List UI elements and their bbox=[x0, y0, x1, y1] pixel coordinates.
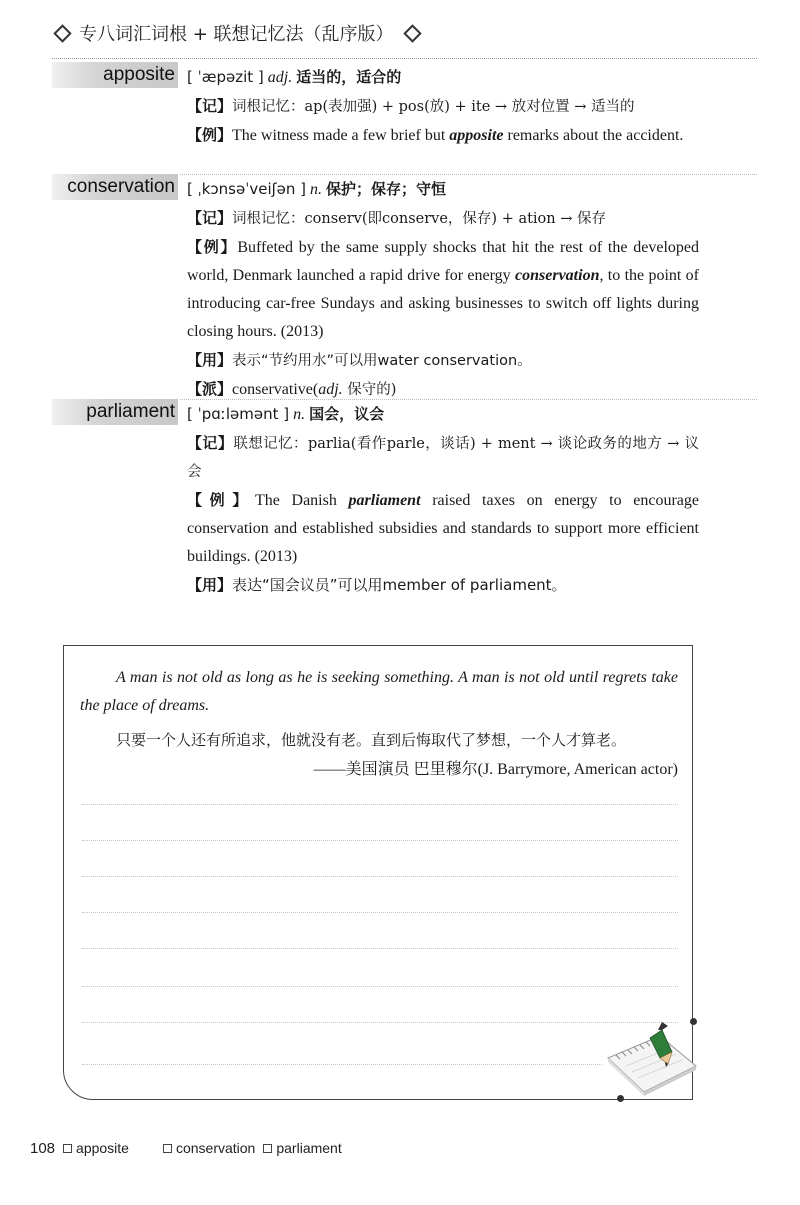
note-line bbox=[82, 1064, 602, 1065]
diamond-icon bbox=[53, 24, 71, 42]
memory-text: 词根记忆：conserv(即conserve，保存) + ation → 保存 bbox=[232, 211, 606, 227]
memory-note bbox=[187, 92, 699, 121]
usage-text: 表达“国会议员”可以用member of parliament。 bbox=[232, 576, 567, 594]
note-line bbox=[82, 948, 678, 949]
phonetic: [ ˈpɑːləmənt ] bbox=[187, 405, 290, 423]
footer-word: conservation bbox=[175, 1140, 256, 1156]
part-of-speech: n. bbox=[293, 406, 306, 423]
meaning: 保护；保存；守恒 bbox=[326, 180, 447, 198]
derivative-word: conservative( bbox=[232, 381, 319, 398]
note-line bbox=[82, 840, 678, 841]
footer-word: apposite bbox=[76, 1140, 129, 1156]
definition-line bbox=[187, 400, 699, 429]
note-line bbox=[82, 876, 678, 877]
usage-note bbox=[187, 571, 699, 600]
checkbox-icon bbox=[263, 1144, 272, 1153]
example-sentence bbox=[187, 121, 699, 150]
meaning: 适当的，适合的 bbox=[296, 68, 402, 86]
example-post: remarks about the accident. bbox=[503, 127, 684, 144]
tag-ji: 【记】 bbox=[187, 434, 234, 452]
checkbox-icon bbox=[63, 1144, 72, 1153]
headword: conservation bbox=[52, 174, 178, 200]
example-pre: The witness made a few brief but bbox=[232, 127, 450, 144]
tag-yong: 【用】 bbox=[187, 576, 233, 594]
example-sentence bbox=[187, 233, 699, 346]
memory-text: 联想记忆：parlia(看作parle，谈话) + ment → 谈论政务的地方 → 议会 bbox=[187, 436, 699, 480]
diamond-icon bbox=[403, 24, 421, 42]
note-line bbox=[82, 1022, 678, 1023]
header-divider bbox=[52, 58, 757, 59]
page-footer bbox=[30, 1138, 630, 1158]
footer-word: parliament bbox=[276, 1140, 342, 1156]
entry-body bbox=[187, 63, 699, 150]
tag-ji: 【记】 bbox=[187, 209, 233, 227]
headword: parliament bbox=[52, 399, 178, 425]
tag-ji: 【记】 bbox=[187, 97, 233, 115]
part-of-speech: n. bbox=[310, 181, 323, 198]
usage-note bbox=[187, 346, 699, 375]
running-header bbox=[52, 18, 752, 48]
example-post: , to the point of introducing car-free Sundays and asking businesses to switch off lights during closing hours. (2013) bbox=[187, 267, 700, 340]
definition-line bbox=[187, 63, 699, 92]
page-number: 108 bbox=[30, 1139, 56, 1157]
phonetic: [ ˌkɔnsəˈveiʃən ] bbox=[187, 180, 307, 198]
headword: apposite bbox=[52, 62, 178, 88]
phonetic: [ ˈæpəzit ] bbox=[187, 68, 264, 86]
memory-note bbox=[187, 429, 699, 486]
example-pre: The Danish bbox=[254, 492, 349, 509]
derivative-meaning: 保守的) bbox=[342, 382, 397, 398]
example-pre: Buffeted by the same supply shocks that hit the rest of the developed world, Denmark launched a rapid drive for energy bbox=[187, 239, 699, 284]
memory-note bbox=[187, 204, 699, 233]
example-keyword: conservation bbox=[515, 267, 600, 284]
tag-li: 【例】 bbox=[187, 491, 255, 509]
example-post: raised taxes on energy to encourage conservation and established subsidies and standards to support more efficient buildings. (2013) bbox=[187, 492, 699, 565]
quote-english: A man is not old as long as he is seeking something. A man is not old until regrets take the place of dreams. bbox=[80, 669, 678, 714]
example-keyword: apposite bbox=[449, 127, 504, 144]
part-of-speech: adj. bbox=[267, 69, 293, 86]
quote-chinese: 只要一个人还有所追求，他就没有老。直到后悔取代了梦想，一个人才算老。 bbox=[116, 731, 627, 749]
notepad-pencil-icon bbox=[600, 1018, 700, 1098]
memory-text: 词根记忆：ap(表加强) + pos(放) + ite → 放对位置 → 适当的 bbox=[232, 99, 635, 115]
tag-pai: 【派】 bbox=[187, 380, 233, 398]
example-sentence bbox=[187, 486, 699, 571]
entry-body bbox=[187, 175, 699, 404]
entry-body bbox=[187, 400, 699, 600]
tag-yong: 【用】 bbox=[187, 351, 233, 369]
usage-text: 表示“节约用水”可以用water conservation。 bbox=[232, 353, 532, 369]
note-line bbox=[82, 804, 678, 805]
derivative-pos: adj. bbox=[318, 381, 343, 398]
tag-li: 【例】 bbox=[187, 238, 238, 256]
note-line bbox=[82, 912, 678, 913]
header-title: 专八词汇词根 + 联想记忆法（乱序版） bbox=[79, 24, 394, 45]
quote-box bbox=[63, 645, 693, 1100]
checkbox-icon bbox=[163, 1144, 172, 1153]
note-line bbox=[82, 986, 678, 987]
example-keyword: parliament bbox=[348, 492, 421, 509]
quote-source: ——美国演员 巴里穆尔(J. Barrymore, American actor) bbox=[313, 761, 678, 778]
definition-line bbox=[187, 175, 699, 204]
meaning: 国会，议会 bbox=[309, 405, 385, 423]
tag-li: 【例】 bbox=[187, 126, 233, 144]
